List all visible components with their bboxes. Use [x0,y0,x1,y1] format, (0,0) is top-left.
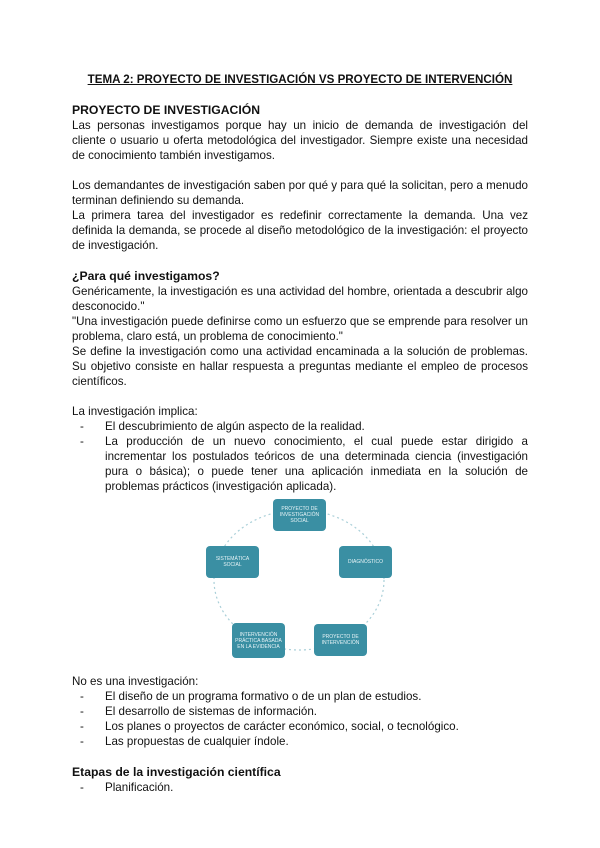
node-sistematica: SISTEMÁTICA SOCIAL [206,546,259,578]
list-item: - El descubrimiento de algún aspecto de la realidad. [72,419,528,434]
list-item: - El desarrollo de sistemas de información. [72,704,528,719]
section-heading: Etapas de la investigación científica [72,765,281,779]
paragraph: "Una investigación puede definirse como un esfuerzo que se emprende para resolver un problema, claro está, un problema de conocimiento." [72,315,528,343]
bullet-list [72,419,528,494]
list-item: - Planificación. [72,780,528,795]
paragraph: Los demandantes de investigación saben por qué y para qué la solicitan, pero a menudo terminan definiendo su demanda. [72,179,528,207]
list-item: - La producción de un nuevo conocimiento, el cual puede estar dirigido a incrementar los postulados teóricos de una determinada ciencia (investigación pura o básica); o puede tener una aplicación inmediata en la solución de problemas prácticos (investigación aplicada). [72,434,528,494]
bullet-list [72,780,528,795]
cycle-diagram [72,494,528,674]
list-item: - El diseño de un programa formativo o de un plan de estudios. [72,689,528,704]
node-proyecto-investigacion: PROYECTO DE INVESTIGACIÓN SOCIAL [273,499,326,531]
paragraph: No es una investigación: [72,675,199,688]
section-heading: PROYECTO DE INVESTIGACIÓN [72,103,261,117]
section-heading: ¿Para qué investigamos? [72,269,220,283]
paragraph: La primera tarea del investigador es redefinir correctamente la demanda. Una vez definida la demanda, se procede al diseño metodológico de la investigación: el proyecto de investigación. [72,209,528,252]
paragraph: La investigación implica: [72,405,198,418]
list-item: - Los planes o proyectos de carácter económico, social, o tecnológico. [72,719,528,734]
node-intervencion-practica: INTERVENCIÓN PRÁCTICA BASADA EN LA EVIDENCIA [232,623,285,658]
node-diagnostico: DIAGNÓSTICO [339,546,392,578]
paragraph: Se define la investigación como una actividad encaminada a la solución de problemas. Su objetivo consiste en hallar respuesta a preguntas mediante el empleo de procesos científicos. [72,345,528,388]
list-item: - Las propuestas de cualquier índole. [72,734,528,749]
paragraph: Genéricamente, la investigación es una actividad del hombre, orientada a descubrir algo desconocido." [72,285,528,313]
document-title: TEMA 2: PROYECTO DE INVESTIGACIÓN VS PROYECTO DE INTERVENCIÓN [87,73,513,86]
paragraph: Las personas investigamos porque hay un inicio de demanda de investigación del cliente o usuario u oferta metodológica del investigador. Siempre existe una necesidad de conocimiento también investigamos. [72,119,528,162]
bullet-list [72,689,528,749]
node-proyecto-intervencion: PROYECTO DE INTERVENCIÓN [314,624,367,656]
